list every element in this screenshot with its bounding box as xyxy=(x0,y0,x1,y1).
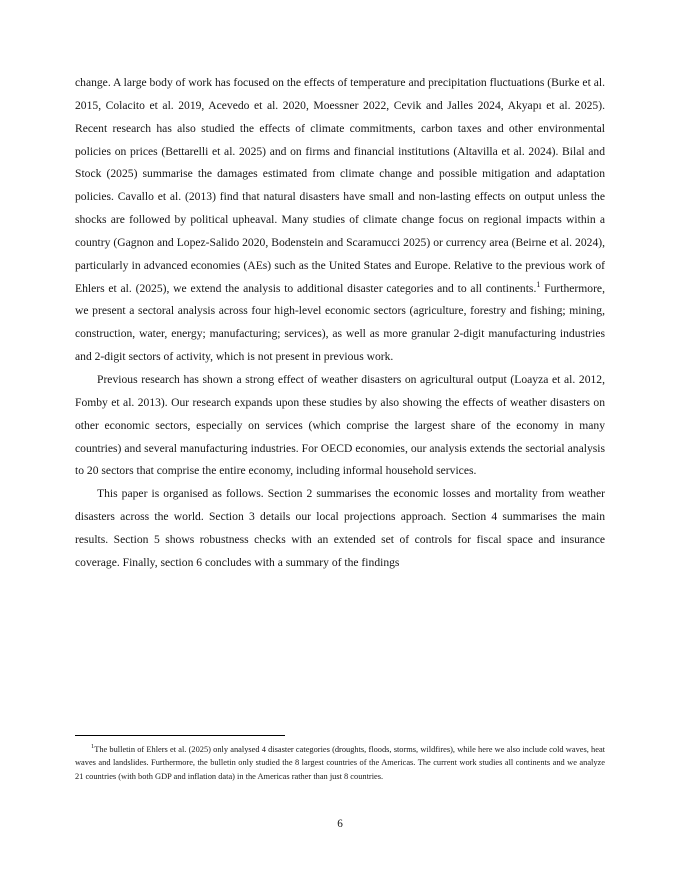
page-number: 6 xyxy=(337,818,343,830)
footnote-number: 1 xyxy=(91,743,95,751)
paragraph-previous-research: Previous research has shown a strong effect of weather disasters on agricultural output (Loayza et al. 2012, Fomby et al. 2013). Our research expands upon these studies by also showing the effects of weather disasters on other economic sectors, especially on services (which comprise the largest share of the economy in many countries) and several manufacturing industries. For OECD economies, our analysis extends the sectorial analysis to 20 sectors that comprise the entire economy, including informal household services. xyxy=(75,372,605,478)
footnote-block xyxy=(75,735,605,783)
paragraph-intro-continuation: Furthermore, we present a sectoral analysis across four high-level economic sectors (agriculture, forestry and fishing; mining, construction, water, energy; manufacturing; services), as well as more granular 2-digit manufacturing industries and 2-digit sectors of activity, which is not present in previous work. xyxy=(75,281,605,364)
paragraph-intro-text: change. A large body of work has focused on the effects of temperature and precipitation fluctuations (Burke et al. 2015, Colacito et al. 2019, Acevedo et al. 2020, Moessner 2022, Cevik and Jalles 2024, Akyapı et al. 2025). Recent research has also studied the effects of climate commitments, carbon taxes and other environmental policies on prices (Bettarelli et al. 2025) and on firms and financial institutions (Altavilla et al. 2024). Bilal and Stock (2025) summarise the damages estimated from climate change and possible mitigation and adaptation policies. Cavallo et al. (2013) find that natural disasters have small and non-lasting effects on output unless the shocks are followed by political upheaval. Many studies of climate change focus on regional impacts within a country (Gagnon and Lopez-Salido 2020, Bodenstein and Scaramucci 2025) or currency area (Beirne et al. 2024), particularly in advanced economies (AEs) such as the United States and Europe. Relative to the previous work of Ehlers et al. (2025), we extend the analysis to additional disaster categories and to all continents. xyxy=(75,76,605,295)
footnote-reference-marker[interactable]: 1 xyxy=(536,279,541,289)
page-body-content xyxy=(75,72,605,575)
paragraph-paper-structure: This paper is organised as follows. Section 2 summarises the economic losses and mortality from weather disasters across the world. Section 3 details our local projections approach. Section 4 summarises the main results. Section 5 shows robustness checks with an extended set of controls for fiscal space and insurance coverage. Finally, section 6 concludes with a summary of the findings xyxy=(75,487,605,569)
paragraph-intro xyxy=(75,72,605,369)
footnote-body-text: The bulletin of Ehlers et al. (2025) only analysed 4 disaster categories (droughts, floods, storms, wildfires), while here we also include cold waves, heat waves and landslides. Furthermore, the bulletin only studied the 8 largest countries of the Americas. The current work studies all continents and we analyze 21 countries (with both GDP and inflation data) in the Americas rather than just 8 countries. xyxy=(75,745,605,781)
footnote-entry xyxy=(75,743,605,783)
footnote-separator-rule xyxy=(75,735,285,736)
